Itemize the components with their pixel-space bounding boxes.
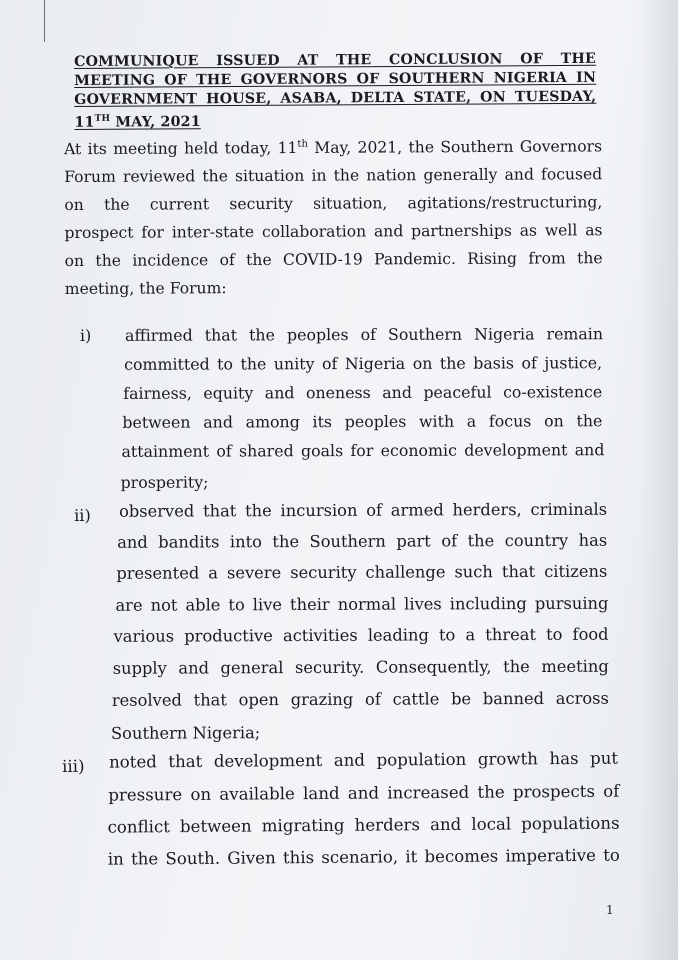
intro-line-1-pre: At its meeting held today, 11 [64,138,298,159]
title-date-suffix: TH [94,113,111,124]
item-line: attainment of shared goals for economic development and [121,440,605,461]
item-line: observed that the incursion of armed herders, criminals [118,499,608,521]
item-line: supply and general security. Consequently, the meeting [112,656,609,678]
title-line-2: MEETING OF THE GOVERNORS OF SOUTHERN NIGERIA IN [74,69,597,89]
item-line: are not able to live their normal lives including pursuing [115,593,609,615]
intro-line-1-post: May, 2021, the Southern Governors [307,137,603,157]
title-date-day: 11 [74,114,95,131]
intro-line: prospect for inter-state collaboration and partnerships as well as [64,221,603,242]
item-numeral: iii) [62,756,85,776]
item-line: fairness, equity and oneness and peaceful co-existence [123,382,603,403]
title-line-3: GOVERNMENT HOUSE, ASABA, DELTA STATE, ON TUESDAY, [74,88,597,108]
title-line-4 [74,107,596,133]
item-numeral: i) [80,325,92,345]
page-edge-mark [44,0,45,42]
item-line: various productive activities leading to a threat to food [113,624,609,646]
item-line: resolved that open grazing of cattle be banned across [111,688,609,710]
intro-line: on the current security situation, agitations/restructuring, [64,193,603,214]
page-shadow [638,0,678,960]
item-line: pressure on available land and increased the prospects of [108,781,620,805]
item-line: Southern Nigeria; [110,723,261,743]
item-line: in the South. Given this scenario, it becomes imperative to [107,845,620,869]
item-numeral: ii) [74,505,91,525]
intro-line-1 [64,137,602,158]
intro-line: Forum reviewed the situation in the nation generally and focused [64,165,603,186]
list-item-iii [62,748,622,869]
item-line: noted that development and population growth has put [108,748,619,772]
list-item-i [80,324,605,492]
item-line: committed to the unity of Nigeria on the basis of justice, [124,353,603,374]
communique-title [74,50,596,133]
item-line: conflict between migrating herders and local populations [107,813,620,837]
item-line: presented a severe security challenge such that citizens [116,561,608,583]
page-number: 1 [606,903,614,917]
title-date-rest: MAY, 2021 [110,113,201,131]
list-item-ii [72,499,609,743]
intro-date-suffix: th [297,138,308,150]
intro-line: on the incidence of the COVID-19 Pandemic. Rising from the [64,249,603,270]
item-line: prosperity; [120,472,209,492]
item-line: affirmed that the peoples of Southern Nigeria remain [124,324,604,345]
item-line: and bandits into the Southern part of the country has [117,530,608,552]
item-line: between and among its peoples with a focus on the [122,411,603,432]
intro-paragraph [64,137,603,298]
intro-line: meeting, the Forum: [64,279,227,298]
title-line-1: COMMUNIQUE ISSUED AT THE CONCLUSION OF THE [74,50,597,70]
